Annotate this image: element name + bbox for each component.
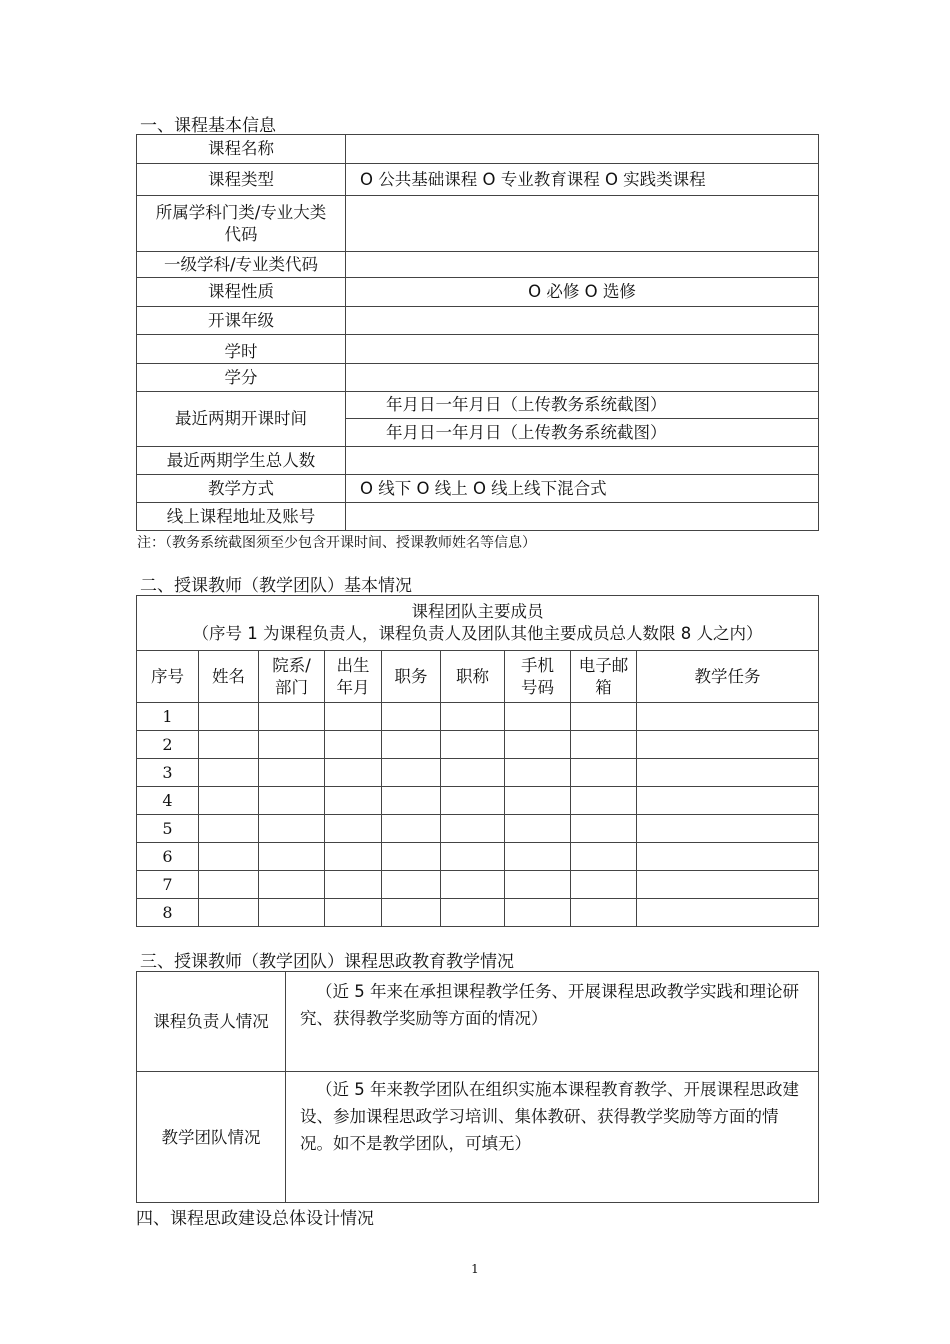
label-first-level-code: 一级学科/专业类代码 — [137, 252, 346, 278]
cell-phone[interactable] — [505, 871, 571, 899]
label-credits: 学分 — [137, 364, 346, 392]
cell-email[interactable] — [571, 843, 637, 871]
cell-title[interactable] — [441, 815, 505, 843]
header-phone — [505, 651, 571, 703]
header-name: 姓名 — [199, 651, 259, 703]
row-seq: 8 — [137, 899, 199, 927]
label-course-name: 课程名称 — [137, 135, 346, 164]
header-birth — [325, 651, 382, 703]
table-row — [137, 843, 819, 871]
cell-task[interactable] — [637, 731, 819, 759]
label-team: 教学团队情况 — [137, 1072, 286, 1203]
header-task: 教学任务 — [637, 651, 819, 703]
table-row — [137, 731, 819, 759]
cell-title[interactable] — [441, 759, 505, 787]
cell-email[interactable] — [571, 703, 637, 731]
header-birth-line1: 出生 — [336, 655, 370, 675]
cell-dept[interactable] — [259, 843, 325, 871]
header-email — [571, 651, 637, 703]
cell-task[interactable] — [637, 759, 819, 787]
cell-phone[interactable] — [505, 731, 571, 759]
label-discipline-line1: 所属学科门类/专业大类 — [155, 202, 327, 222]
cell-email[interactable] — [571, 871, 637, 899]
team-members-table — [136, 595, 819, 927]
cell-position[interactable] — [382, 703, 441, 731]
row-seq: 2 — [137, 731, 199, 759]
team-title-cell — [137, 596, 819, 651]
cell-name[interactable] — [199, 703, 259, 731]
field-recent-students[interactable] — [346, 447, 819, 475]
cell-name[interactable] — [199, 731, 259, 759]
cell-title[interactable] — [441, 731, 505, 759]
cell-task[interactable] — [637, 899, 819, 927]
page-number: 1 — [471, 1262, 479, 1276]
cell-phone[interactable] — [505, 787, 571, 815]
cell-email[interactable] — [571, 815, 637, 843]
field-first-level-code[interactable] — [346, 252, 819, 278]
row-seq: 4 — [137, 787, 199, 815]
label-course-type: 课程类型 — [137, 164, 346, 196]
cell-dept[interactable] — [259, 759, 325, 787]
cell-task[interactable] — [637, 843, 819, 871]
course-type-options[interactable]: O 公共基础课程 O 专业教育课程 O 实践类课程 — [346, 164, 819, 196]
label-discipline-code — [137, 196, 346, 252]
date-range-2[interactable]: 年月日一年月日（上传教务系统截图） — [346, 419, 819, 447]
field-course-name[interactable] — [346, 135, 819, 164]
field-grade[interactable] — [346, 307, 819, 335]
label-hours: 学时 — [137, 335, 346, 364]
teaching-mode-options[interactable]: O 线下 O 线上 O 线上线下混合式 — [346, 475, 819, 503]
label-teaching-mode: 教学方式 — [137, 475, 346, 503]
table-row — [137, 899, 819, 927]
cell-task[interactable] — [637, 815, 819, 843]
label-leader: 课程负责人情况 — [137, 972, 286, 1072]
cell-birth[interactable] — [325, 731, 382, 759]
course-nature-options[interactable]: O 必修 O 选修 — [346, 278, 819, 307]
table-row — [137, 871, 819, 899]
cell-name[interactable] — [199, 787, 259, 815]
header-dept-line1: 院系/ — [272, 655, 311, 675]
course-basic-info-table — [136, 134, 819, 531]
header-position: 职务 — [382, 651, 441, 703]
cell-title[interactable] — [441, 899, 505, 927]
cell-email[interactable] — [571, 731, 637, 759]
cell-title[interactable] — [441, 703, 505, 731]
cell-name[interactable] — [199, 815, 259, 843]
cell-position[interactable] — [382, 815, 441, 843]
header-birth-line2: 年月 — [336, 677, 370, 697]
cell-task[interactable] — [637, 871, 819, 899]
cell-birth[interactable] — [325, 815, 382, 843]
cell-title[interactable] — [441, 787, 505, 815]
cell-title[interactable] — [441, 871, 505, 899]
cell-dept[interactable] — [259, 731, 325, 759]
screenshot-note: 注：（教务系统截图须至少包含开课时间、授课教师姓名等信息） — [137, 535, 536, 551]
table-row — [137, 703, 819, 731]
label-online-address: 线上课程地址及账号 — [137, 503, 346, 531]
cell-dept[interactable] — [259, 871, 325, 899]
cell-phone[interactable] — [505, 759, 571, 787]
cell-email[interactable] — [571, 759, 637, 787]
cell-position[interactable] — [382, 871, 441, 899]
row-seq: 3 — [137, 759, 199, 787]
cell-phone[interactable] — [505, 703, 571, 731]
label-recent-time: 最近两期开课时间 — [137, 392, 346, 447]
cell-position[interactable] — [382, 759, 441, 787]
ideology-table — [136, 971, 819, 1203]
header-phone-line2: 号码 — [521, 677, 554, 697]
cell-task[interactable] — [637, 703, 819, 731]
table-row — [137, 787, 819, 815]
cell-position[interactable] — [382, 899, 441, 927]
section-heading-basic-info: 一、课程基本信息 — [140, 116, 276, 136]
header-dept-line2: 部门 — [275, 677, 308, 697]
row-seq: 6 — [137, 843, 199, 871]
header-phone-line1: 手机 — [521, 655, 554, 675]
section-heading-team: 二、授课教师（教学团队）基本情况 — [140, 576, 412, 596]
cell-birth[interactable] — [325, 787, 382, 815]
cell-dept[interactable] — [259, 899, 325, 927]
cell-email[interactable] — [571, 787, 637, 815]
cell-email[interactable] — [571, 899, 637, 927]
cell-dept[interactable] — [259, 815, 325, 843]
header-dept — [259, 651, 325, 703]
cell-dept[interactable] — [259, 787, 325, 815]
row-seq: 1 — [137, 703, 199, 731]
header-seq: 序号 — [137, 651, 199, 703]
cell-birth[interactable] — [325, 703, 382, 731]
label-grade: 开课年级 — [137, 307, 346, 335]
field-discipline-code[interactable] — [346, 196, 819, 252]
leader-description[interactable]: （近 5 年来在承担课程教学任务、开展课程思政教学实践和理论研究、获得教学奖励等方面的情况） — [286, 972, 819, 1072]
cell-position[interactable] — [382, 787, 441, 815]
row-seq: 7 — [137, 871, 199, 899]
label-course-nature: 课程性质 — [137, 278, 346, 307]
cell-birth[interactable] — [325, 899, 382, 927]
team-subtitle: （序号 1 为课程负责人，课程负责人及团队其他主要成员总人数限 8 人之内） — [192, 624, 763, 643]
cell-name[interactable] — [199, 759, 259, 787]
cell-phone[interactable] — [505, 899, 571, 927]
cell-name[interactable] — [199, 843, 259, 871]
team-title: 课程团队主要成员 — [411, 602, 544, 621]
label-recent-students: 最近两期学生总人数 — [137, 447, 346, 475]
cell-title[interactable] — [441, 843, 505, 871]
section-heading-design: 四、课程思政建设总体设计情况 — [136, 1209, 374, 1229]
cell-name[interactable] — [199, 899, 259, 927]
table-row — [137, 815, 819, 843]
section-heading-ideology: 三、授课教师（教学团队）课程思政教育教学情况 — [140, 952, 514, 972]
header-email-line1: 电子邮 — [578, 655, 629, 675]
label-discipline-line2: 代码 — [224, 224, 258, 244]
header-email-line2: 箱 — [595, 677, 612, 697]
date-range-1[interactable]: 年月日一年月日（上传教务系统截图） — [346, 392, 819, 419]
field-online-address[interactable] — [346, 503, 819, 531]
cell-phone[interactable] — [505, 815, 571, 843]
cell-phone[interactable] — [505, 843, 571, 871]
table-row — [137, 759, 819, 787]
cell-position[interactable] — [382, 731, 441, 759]
cell-dept[interactable] — [259, 703, 325, 731]
row-seq: 5 — [137, 815, 199, 843]
header-title: 职称 — [441, 651, 505, 703]
cell-task[interactable] — [637, 787, 819, 815]
cell-birth[interactable] — [325, 759, 382, 787]
cell-birth[interactable] — [325, 871, 382, 899]
cell-position[interactable] — [382, 843, 441, 871]
cell-name[interactable] — [199, 871, 259, 899]
field-hours[interactable] — [346, 335, 819, 364]
field-credits[interactable] — [346, 364, 819, 392]
team-description[interactable]: （近 5 年来教学团队在组织实施本课程教育教学、开展课程思政建设、参加课程思政学习培训、集体教研、获得教学奖励等方面的情况。如不是教学团队，可填无） — [286, 1072, 819, 1203]
cell-birth[interactable] — [325, 843, 382, 871]
